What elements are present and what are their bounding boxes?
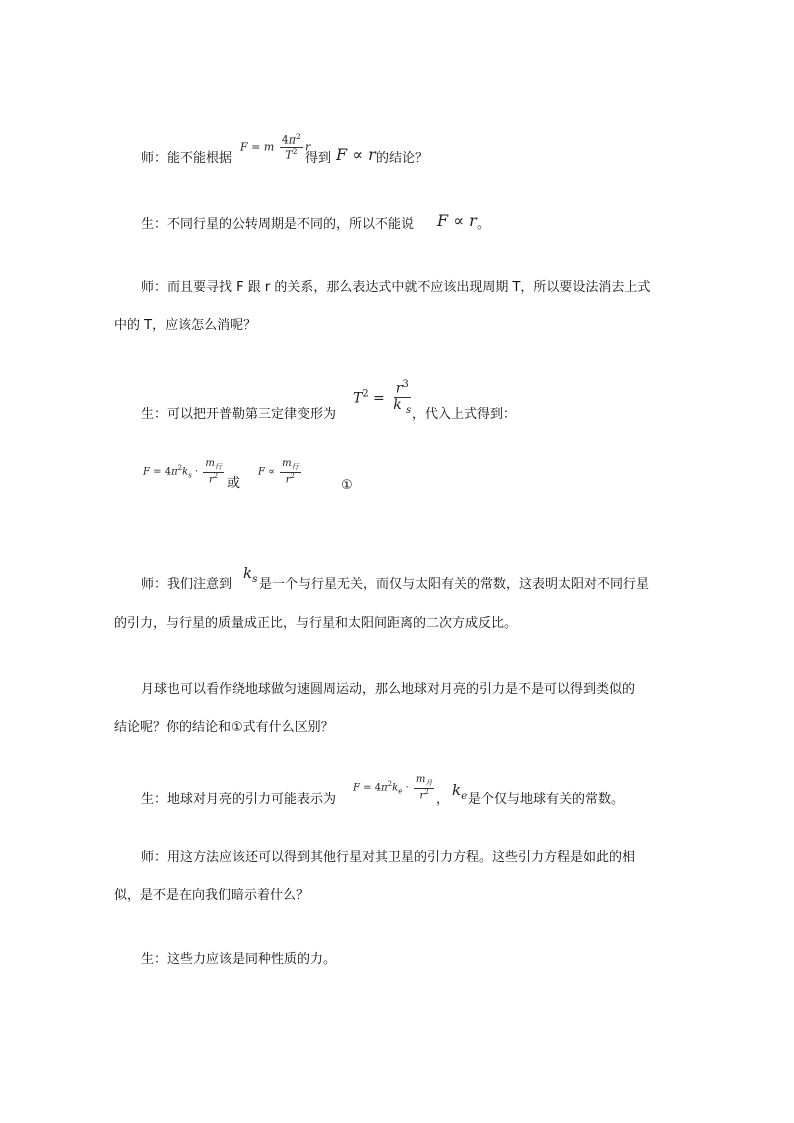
p3-line1: 师：而且要寻找 F 跟 r 的关系，那么表达式中就不应该出现周期 T，所以要设法消去上式 [141, 280, 651, 295]
formula-kepler-third-law: $T^2$ = $\frac{r^3}{k _s}$ [353, 379, 412, 416]
p9-text: 生：这些力应该是同种性质的力。 [141, 952, 337, 967]
formula-centripetal-force: F = m $\frac{4\pi^2}{T^2}$ r [240, 132, 311, 162]
eq1-or: 或 [227, 476, 241, 491]
eq1-mark: ① [341, 478, 353, 493]
p5-line1-post: 是一个与行星无关，而仅与太阳有关的常数，这表明太阳对不同行星 [259, 577, 650, 592]
formula-f-prop-r: F ∝ r [336, 145, 376, 164]
formula-ke: $k_e$ [452, 781, 468, 802]
p4-post: ，代入上式得到： [412, 407, 517, 422]
p6-line2: 结论呢？你的结论和①式有什么区别？ [114, 720, 334, 735]
p1-pre: 师：能不能根据 [141, 151, 233, 166]
p8-line2: 似，是不是在向我们暗示着什么？ [114, 888, 310, 903]
p5-pre: 师：我们注意到 [141, 577, 233, 592]
formula-f-prop-r-2: F ∝ r [437, 211, 477, 230]
formula-ks: $k_s$ [243, 564, 258, 585]
formula-gravity-prop: F ∝ $\frac{m_行}{r^2}$ [258, 458, 299, 486]
p5-line2: 的引力，与行星的质量成正比，与行星和太阳间距离的二次方成反比。 [114, 616, 518, 631]
p7-post: 是个仅与地球有关的常数。 [468, 792, 625, 807]
p6-line1: 月球也可以看作绕地球做匀速圆周运动，那么地球对月亮的引力是不是可以得到类似的 [141, 682, 636, 697]
formula-gravity-earth: $F = 4\pi^2k_e$ · $\frac{m_月}{r^2}$ [353, 774, 433, 802]
p3-line2: 中的 T，应该怎么消呢？ [114, 318, 257, 333]
p7-pre: 生：地球对月亮的引力可能表示为 [141, 792, 337, 807]
p7-mid: ， [436, 792, 450, 807]
formula-gravity-sun: $F = 4\pi^2k_s$ · $\frac{m_行}{r^2}$ [143, 458, 222, 486]
p8-line1: 师：用这方法应该还可以得到其他行星对其卫星的引力方程。这些引力方程是如此的相 [141, 850, 636, 865]
p1-mid: 得到 [305, 151, 332, 166]
p2-pre: 生：不同行星的公转周期是不同的，所以不能说 [141, 217, 415, 232]
p2-post: 。 [477, 217, 491, 232]
p1-post: 的结论？ [376, 151, 429, 166]
p4-pre: 生：可以把开普勒第三定律变形为 [141, 407, 337, 422]
